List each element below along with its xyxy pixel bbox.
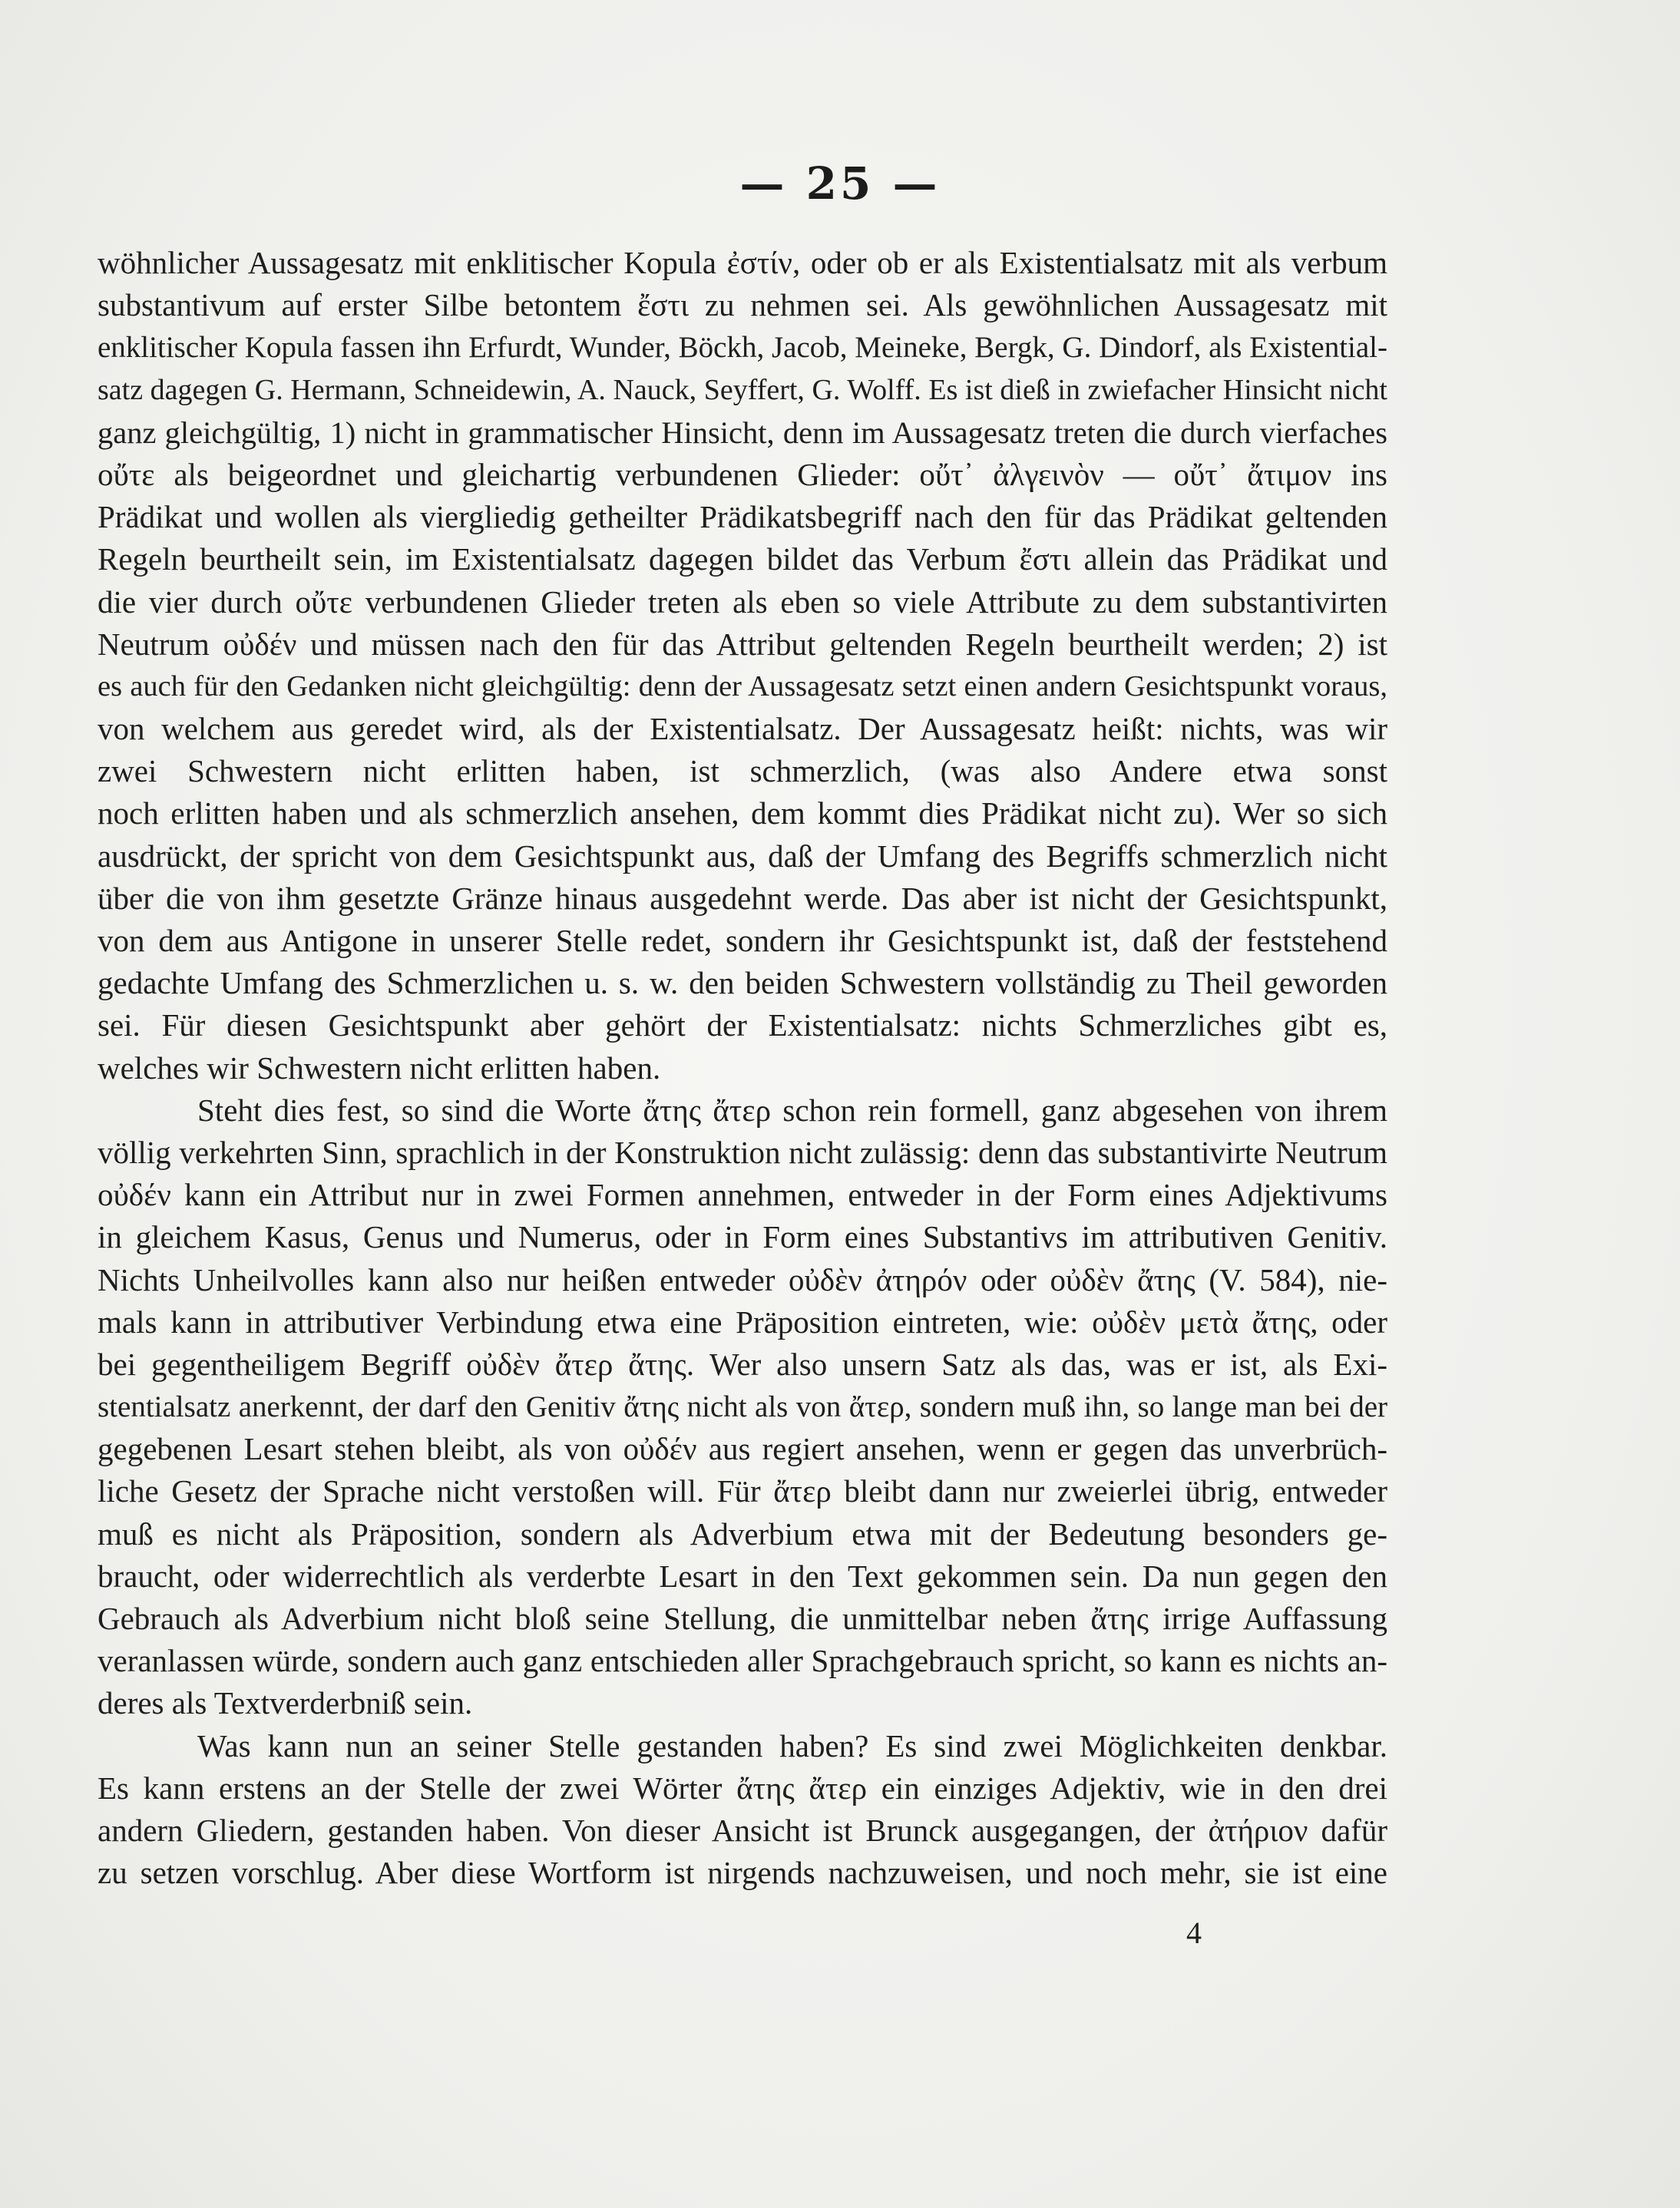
text-line: zu setzen vorschlug. Aber diese Wortform ist nirgends nachzuweisen, und noch mehr, sie ist eine: [98, 1855, 1387, 1891]
text-line: Prädikat und wollen als viergliedig getheilter Prädikatsbegriff nach den für das Prädikat geltenden: [98, 499, 1387, 535]
text-line: gedachte Umfang des Schmerzlichen u. s. w. den beiden Schwestern vollständig zu Theil geworden: [98, 965, 1387, 1001]
text-line: muß es nicht als Präposition, sondern als Adverbium etwa mit der Bedeutung besonders ge-: [98, 1516, 1387, 1552]
text-line: völlig verkehrten Sinn, sprachlich in der Konstruktion nicht zulässig: denn das substantivirte Neutrum: [98, 1134, 1387, 1170]
text-line: liche Gesetz der Sprache nicht verstoßen will. Für ἄτερ bleibt dann nur zweierlei übrig, entweder: [98, 1473, 1387, 1509]
text-line: enklitischer Kopula fassen ihn Erfurdt, Wunder, Böckh, Jacob, Meineke, Bergk, G. Dindorf, als Existential-: [98, 331, 1387, 365]
page-number: — 25 —: [739, 157, 941, 210]
text-line: Neutrum οὐδέν und müssen nach den für das Attribut geltenden Regeln beurtheilt werden; 2) ist: [98, 626, 1387, 662]
text-line: Regeln beurtheilt sein, im Existentialsatz dagegen bildet das Verbum ἔστι allein das Prädikat und: [98, 541, 1387, 577]
text-line: Was kann nun an seiner Stelle gestanden haben? Es sind zwei Möglichkeiten denkbar.: [197, 1727, 1387, 1763]
text-line: mals kann in attributiver Verbindung etwa eine Präposition eintreten, wie: οὐδὲν μετὰ ἄτης, oder: [98, 1304, 1387, 1340]
text-line: Steht dies fest, so sind die Worte ἄτης ἄτερ schon rein formell, ganz abgesehen von ihrem: [197, 1092, 1387, 1128]
text-line: Es kann erstens an der Stelle der zwei Wörter ἄτης ἄτερ ein einziges Adjektiv, wie in den drei: [98, 1770, 1387, 1806]
text-line: οὐδέν kann ein Attribut nur in zwei Formen annehmen, entweder in der Form eines Adjektivums: [98, 1177, 1387, 1213]
text-line: deres als Textverderbniß sein.: [98, 1685, 473, 1721]
text-line: gegebenen Lesart stehen bleibt, als von οὐδέν aus regiert ansehen, wenn er gegen das unverbrüch-: [98, 1431, 1387, 1467]
text-line: zwei Schwestern nicht erlitten haben, ist schmerzlich, (was also Andere etwa sonst: [98, 753, 1387, 789]
text-line: bei gegentheiligem Begriff οὐδὲν ἄτερ ἄτης. Wer also unsern Satz als das, was er ist, als Exi-: [98, 1346, 1387, 1382]
signature-mark: 4: [1186, 1915, 1202, 1950]
text-line: welches wir Schwestern nicht erlitten haben.: [98, 1049, 661, 1086]
text-line: ausdrückt, der spricht von dem Gesichtspunkt aus, daß der Umfang des Begriffs schmerzlich nicht: [98, 838, 1387, 874]
text-line: ganz gleichgültig, 1) nicht in grammatischer Hinsicht, denn im Aussagesatz treten die durch vierfaches: [98, 415, 1387, 450]
text-line: in gleichem Kasus, Genus und Numerus, oder in Form eines Substantivs im attributiven Genitiv.: [98, 1219, 1387, 1255]
text-line: substantivum auf erster Silbe betontem ἔστι zu nehmen sei. Als gewöhnlichen Aussagesatz mit: [98, 287, 1387, 323]
text-line: stentialsatz anerkennt, der darf den Genitiv ἄτης nicht als von ἄτερ, sondern muß ihn, so lange man bei der: [98, 1390, 1387, 1424]
text-line: Nichts Unheilvolles kann also nur heißen entweder οὐδὲν ἀτηρόν oder οὐδὲν ἄτης (V. 584), nie-: [98, 1261, 1387, 1297]
text-line: noch erlitten haben und als schmerzlich ansehen, dem kommt dies Prädikat nicht zu). Wer so sich: [98, 795, 1387, 831]
text-line: die vier durch οὔτε verbundenen Glieder treten als eben so viele Attribute zu dem substantivirten: [98, 583, 1387, 620]
text-line: braucht, oder widerrechtlich als verderbte Lesart in den Text gekommen sein. Da nun gegen den: [98, 1558, 1387, 1594]
text-line: von welchem aus geredet wird, als der Existentialsatz. Der Aussagesatz heißt: nichts, was wir: [98, 711, 1387, 747]
text-line: andern Gliedern, gestanden haben. Von dieser Ansicht ist Brunck ausgegangen, der ἀτήριον dafür: [98, 1812, 1387, 1848]
text-line: veranlassen würde, sondern auch ganz entschieden aller Sprachgebrauch spricht, so kann es nichts an-: [98, 1643, 1387, 1679]
text-line: sei. Für diesen Gesichtspunkt aber gehört der Existentialsatz: nichts Schmerzliches gibt es,: [98, 1007, 1387, 1043]
text-line: οὔτε als beigeordnet und gleichartig verbundenen Glieder: οὔτ᾽ ἀλγεινὸν — οὔτ᾽ ἄτιμον ins: [98, 456, 1387, 492]
text-line: wöhnlicher Aussagesatz mit enklitischer Kopula ἐστίν, oder ob er als Existentialsatz mit als verbum: [98, 245, 1387, 280]
text-line: über die von ihm gesetzte Gränze hinaus ausgedehnt werde. Das aber ist nicht der Gesichtspunkt,: [98, 880, 1387, 916]
text-line: satz dagegen G. Hermann, Schneidewin, A. Nauck, Seyffert, G. Wolff. Es ist dieß in zwiefacher Hinsicht nicht: [98, 373, 1387, 406]
text-line: von dem aus Antigone in unserer Stelle redet, sondern ihr Gesichtspunkt ist, daß der feststehend: [98, 923, 1387, 958]
text-line: Gebrauch als Adverbium nicht bloß seine Stellung, die unmittelbar neben ἄτης irrige Auffassung: [98, 1601, 1387, 1636]
text-line: es auch für den Gedanken nicht gleichgültig: denn der Aussagesatz setzt einen andern Gesichtspunkt voraus,: [98, 669, 1387, 702]
body-text: [98, 242, 1387, 1894]
